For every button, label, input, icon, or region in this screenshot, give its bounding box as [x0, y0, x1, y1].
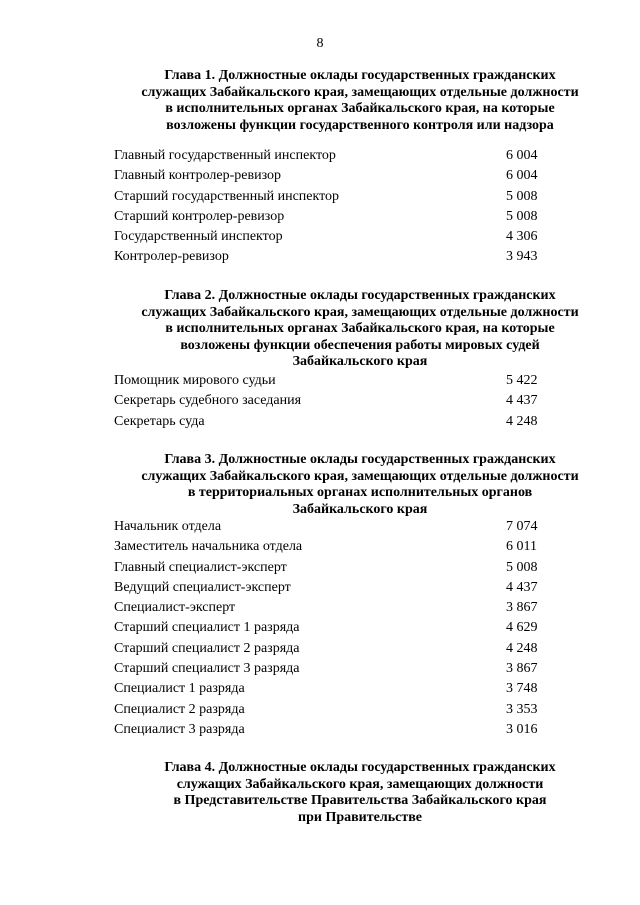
chapter-title-line: в Представительстве Правительства Забайкальского края — [173, 793, 547, 808]
salary-row — [114, 412, 574, 432]
chapter-title-line: служащих Забайкальского края, замещающих отдельные должности — [141, 84, 579, 100]
salary-row — [114, 598, 574, 618]
chapter-3-title — [100, 452, 620, 518]
page-number: 8 — [316, 36, 324, 51]
chapter-title-line: Забайкальского края — [292, 354, 428, 369]
salary-row — [114, 537, 574, 557]
salary-row — [114, 659, 574, 679]
salary-row — [114, 187, 574, 207]
salary-row — [114, 207, 574, 227]
chapter-title-line: в исполнительных органах Забайкальского края, на которые — [165, 101, 555, 116]
chapter-title-line: Глава 3. Должностные оклады государственных гражданских — [164, 452, 556, 467]
position-name: Специалист 1 разряда — [114, 681, 245, 697]
chapter-title-line: в исполнительных органах Забайкальского края, на которые — [165, 321, 555, 336]
salary-value: 5 008 — [506, 559, 538, 575]
chapter-title-line: Глава 4. Должностные оклады государственных гражданских — [164, 760, 556, 775]
salary-row — [114, 679, 574, 699]
chapter-title-line: возложены функции государственного контроля или надзора — [166, 117, 554, 133]
salary-value: 5 008 — [506, 188, 538, 204]
chapter-title-line: служащих Забайкальского края, замещающих отдельные должности — [141, 304, 579, 320]
salary-row — [114, 227, 574, 247]
position-name: Контролер-ревизор — [114, 249, 229, 265]
salary-row — [114, 391, 574, 411]
salary-row — [114, 247, 574, 267]
position-name: Старший специалист 1 разряда — [114, 620, 300, 636]
position-name: Старший специалист 3 разряда — [114, 661, 300, 677]
salary-value: 3 016 — [506, 721, 538, 737]
position-name: Специалист-эксперт — [114, 600, 236, 616]
chapter-1-salary-list — [114, 146, 574, 268]
position-name: Старший государственный инспектор — [114, 188, 340, 204]
salary-row — [114, 618, 574, 638]
position-name: Главный государственный инспектор — [114, 148, 336, 163]
position-name: Государственный инспектор — [114, 229, 283, 245]
salary-value: 6 004 — [506, 148, 538, 163]
position-name: Ведущий специалист-эксперт — [114, 579, 291, 595]
chapter-4-title — [100, 760, 620, 826]
salary-row — [114, 578, 574, 598]
salary-row — [114, 517, 574, 537]
salary-value: 4 629 — [506, 620, 538, 636]
salary-value: 4 248 — [506, 413, 538, 429]
chapter-2-salary-list — [114, 371, 574, 432]
chapter-title-line: Забайкальского края — [292, 501, 428, 517]
position-name: Помощник мирового судьи — [114, 373, 276, 388]
position-name: Специалист 2 разряда — [114, 701, 245, 717]
chapter-title-line: при Правительстве — [298, 809, 422, 825]
salary-value: 4 248 — [506, 640, 538, 656]
salary-value: 5 422 — [506, 373, 538, 388]
salary-row — [114, 371, 574, 391]
salary-row — [114, 700, 574, 720]
position-name: Главный специалист-эксперт — [114, 559, 287, 575]
chapter-title-line: Глава 2. Должностные оклады государственных гражданских — [164, 288, 556, 303]
chapter-title-line: служащих Забайкальского края, замещающих должности — [176, 776, 544, 792]
chapter-title-line: Глава 1. Должностные оклады государственных гражданских — [164, 68, 556, 83]
chapter-title-line: возложены функции обеспечения работы мировых судей — [180, 337, 540, 353]
salary-row — [114, 720, 574, 740]
salary-row — [114, 146, 574, 166]
chapter-title-line: служащих Забайкальского края, замещающих отдельные должности — [141, 468, 579, 484]
salary-value: 4 306 — [506, 229, 538, 245]
salary-row — [114, 639, 574, 659]
position-name: Старший контролер-ревизор — [114, 208, 285, 224]
position-name: Главный контролер-ревизор — [114, 168, 282, 184]
position-name: Секретарь судебного заседания — [114, 393, 302, 409]
chapter-title-line: в территориальных органах исполнительных органов — [187, 485, 533, 500]
chapter-2-title — [100, 288, 620, 371]
salary-value: 4 437 — [506, 579, 538, 595]
position-name: Заместитель начальника отдела — [114, 539, 303, 555]
salary-value: 7 074 — [506, 519, 538, 534]
salary-row — [114, 166, 574, 186]
position-name: Начальник отдела — [114, 519, 222, 534]
position-name: Старший специалист 2 разряда — [114, 640, 300, 656]
salary-row — [114, 558, 574, 578]
position-name: Специалист 3 разряда — [114, 721, 245, 737]
salary-value: 6 011 — [506, 539, 537, 555]
salary-value: 3 353 — [506, 701, 538, 717]
salary-value: 3 867 — [506, 600, 538, 616]
salary-value: 3 943 — [506, 249, 538, 265]
chapter-3-salary-list — [114, 517, 574, 740]
position-name: Секретарь суда — [114, 413, 205, 429]
salary-value: 3 867 — [506, 661, 538, 677]
salary-value: 6 004 — [506, 168, 538, 184]
salary-value: 4 437 — [506, 393, 538, 409]
chapter-1-title — [100, 68, 620, 134]
salary-value: 3 748 — [506, 681, 538, 697]
salary-value: 5 008 — [506, 208, 538, 224]
